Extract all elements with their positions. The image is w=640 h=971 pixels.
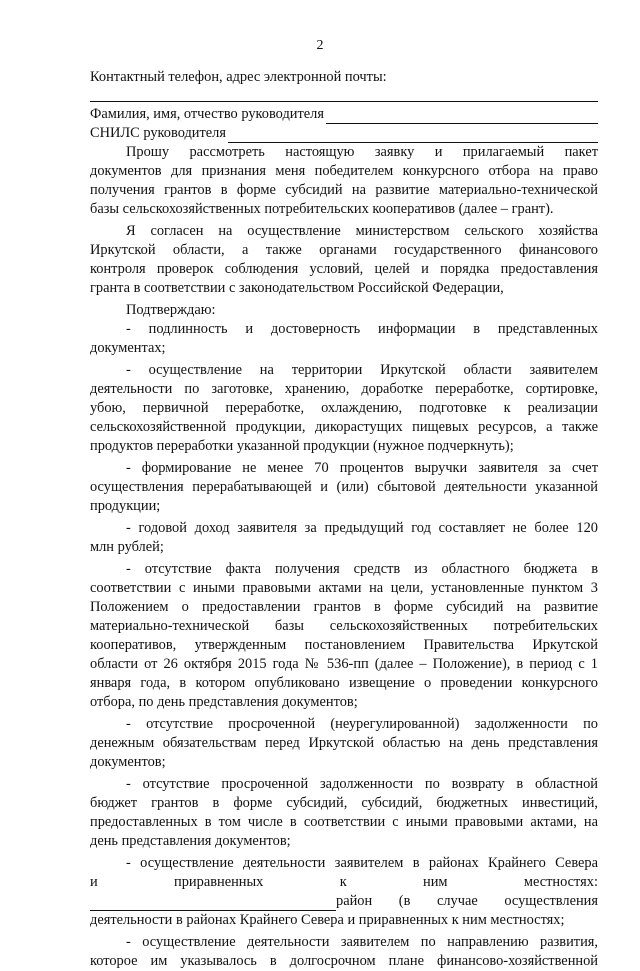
head-name-row [90,105,598,124]
item-line: сельскохозяйственной продукции, дикорастущих пищевых ресурсов, а также [90,419,598,435]
item-line: деятельности в районах Крайнего Севера и приравненных к ним местностях; [90,912,565,928]
confirm-item-authenticity [90,320,598,358]
item-line: и приравненных к ним местностях: [90,874,598,890]
consent-paragraph [90,222,598,298]
item-line: - подлинность и достоверность информации в представленных [126,321,598,337]
item-line: осуществления перерабатывающей и (или) сбытовой деятельности указанной [90,479,598,495]
consent-line: контроля проверок соблюдения условий, целей и порядка предоставления [90,261,598,277]
item-line: продуктов переработки указанной продукции (нужное подчеркнуть); [90,438,514,454]
confirm-item-no-funds [90,560,598,712]
item-line: убою, первичной переработке, охлаждению, подготовке к реализации [90,400,598,416]
item-line: соответствии с иными правовыми актами на цели, установленные пунктом 3 [90,580,598,596]
item-line: января года, в котором опубликовано извещение о проведении конкурсного [90,675,598,691]
request-line: получения грантов в форме субсидий на развитие материально-технической [90,182,598,198]
item-line: области от 26 октября 2015 года № 536-пп (далее – Положение), в период с 1 [90,656,598,672]
item-line: - отсутствие факта получения средств из областного бюджета в [126,561,598,577]
item-line: - формирование не менее 70 процентов выручки заявителя за счет [126,460,598,476]
item-line: бюджет грантов в форме субсидий, субсидий, бюджетных инвестиций, [90,795,598,811]
item-line: - отсутствие просроченной задолженности по возврату в областной [126,776,598,792]
item-line: предоставленных в том числе в соответствии с иными правовыми актами, на [90,814,598,830]
consent-line: Иркутской области, а также органами государственного финансового [90,242,598,258]
item-line: - осуществление деятельности заявителем по направлению развития, [126,934,598,950]
item-line: документов; [90,754,166,770]
snils-label: СНИЛС руководителя [90,125,226,141]
snils-field[interactable] [228,128,598,143]
item-line: отбора, по день представления документов; [90,694,358,710]
confirm-item-activity [90,361,598,456]
item-line: - осуществление деятельности заявителем в районах Крайнего Севера [126,855,598,871]
request-line: базы сельскохозяйственных потребительских кооперативов (далее – грант). [90,201,554,217]
snils-row [90,124,598,143]
district-field[interactable] [90,896,336,911]
confirm-item-income [90,519,598,557]
head-name-field[interactable] [326,109,598,124]
document-body [90,68,598,971]
item-line: - годовой доход заявителя за предыдущий год составляет не более 120 [126,520,598,536]
item-line: материально-технической базы сельскохозяйственных потребительских [90,618,598,634]
item-line: - отсутствие просроченной (неурегулированной) задолженности по [126,716,598,732]
consent-line: гранта в соответствии с законодательством Российской Федерации, [90,280,504,296]
district-row: район (в случае осуществления [90,892,598,911]
item-line: день представления документов; [90,833,291,849]
item-line: деятельности по заготовке, хранению, доработке переработке, сортировке, [90,381,598,397]
item-line: кооперативов, утвержденным постановлением Правительства Иркутской [90,637,598,653]
request-paragraph [90,143,598,219]
confirm-item-development [90,933,598,971]
item-line: - осуществление на территории Иркутской области заявителем [126,362,598,378]
confirm-label: Подтверждаю: [126,302,216,318]
item-line: млн рублей; [90,539,164,555]
item-line: которое им указывалось в долгосрочном плане финансово-хозяйственной [90,953,598,969]
head-name-label: Фамилия, имя, отчество руководителя [90,106,324,122]
confirm-item-revenue [90,459,598,516]
request-line: документов для признания меня победителем конкурсного отбора на право [90,163,598,179]
confirm-item-no-overdue-return [90,775,598,851]
confirm-item-no-debt [90,715,598,772]
page-number: 2 [316,38,324,53]
request-line: Прошу рассмотреть настоящую заявку и прилагаемый пакет [126,144,598,160]
contact-blank-line[interactable] [90,87,598,102]
item-line: документах; [90,340,166,356]
confirm-item-far-north [90,854,598,930]
item-line: денежным обязательствам перед Иркутской областью на день представления [90,735,598,751]
contact-label: Контактный телефон, адрес электронной почты: [90,69,387,85]
item-line: продукции; [90,498,161,514]
item-line: Положением о предоставлении грантов в форме субсидий на развитие [90,599,598,615]
consent-line: Я согласен на осуществление министерством сельского хозяйства [126,223,598,239]
